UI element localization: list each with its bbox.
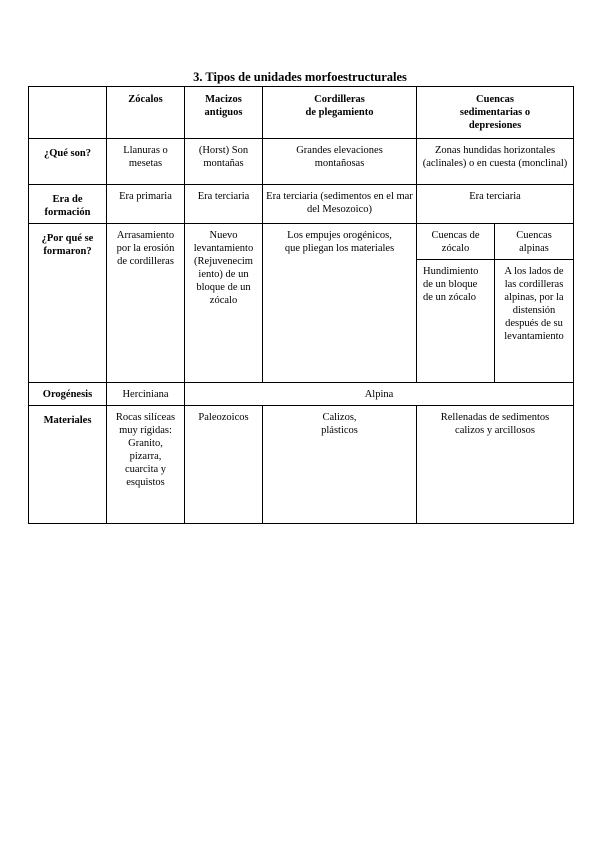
row-era bbox=[29, 185, 574, 224]
row-por-que-top bbox=[29, 224, 574, 260]
header-cuencas: Cuencas sedimentarias o depresiones bbox=[417, 87, 574, 139]
page-title: 3. Tipos de unidades morfoestructurales bbox=[193, 70, 407, 84]
cell-era-cordilleras: Era terciaria (sedimentos en el mar del Mesozoico) bbox=[263, 185, 417, 224]
cell-cuencas-zocalo: Hundimiento de un bloque de un zócalo bbox=[417, 260, 495, 383]
rowhead-por-que: ¿Por qué se formaron? bbox=[29, 224, 107, 383]
rowhead-materiales: Materiales bbox=[29, 406, 107, 524]
cell-materiales-zocalos: Rocas silíceas muy rígidas: Granito, pizarra, cuarcita y esquistos bbox=[107, 406, 185, 524]
cell-cuencas-zocalo-head: Cuencas de zócalo bbox=[417, 224, 495, 260]
cell-por-que-macizos: Nuevo levantamiento (Rejuvenecimiento) de un bloque de un zócalo bbox=[185, 224, 263, 383]
cell-materiales-cuencas: Rellenadas de sedimentos calizos y arcillosos bbox=[417, 406, 574, 524]
header-empty-cell bbox=[29, 87, 107, 139]
cell-materiales-cordilleras: Calizos, plásticos bbox=[263, 406, 417, 524]
row-que-son bbox=[29, 139, 574, 185]
rowhead-que-son: ¿Qué son? bbox=[29, 139, 107, 185]
cell-cuencas-alpinas: A los lados de las cordilleras alpinas, por la distensión después de su levantamiento bbox=[495, 260, 574, 383]
cell-era-macizos: Era terciaria bbox=[185, 185, 263, 224]
header-zocalos: Zócalos bbox=[107, 87, 185, 139]
row-orogenesis bbox=[29, 383, 574, 406]
rowhead-era: Era de formación bbox=[29, 185, 107, 224]
cell-que-son-cuencas: Zonas hundidas horizontales (aclinales) o en cuesta (monclinal) bbox=[417, 139, 574, 185]
rowhead-orogenesis: Orogénesis bbox=[29, 383, 107, 406]
header-cordilleras: Cordilleras de plegamiento bbox=[263, 87, 417, 139]
header-macizos: Macizos antiguos bbox=[185, 87, 263, 139]
cell-orogenesis-zocalos: Herciniana bbox=[107, 383, 185, 406]
cell-que-son-macizos: (Horst) Son montañas bbox=[185, 139, 263, 185]
table-header-row bbox=[29, 87, 574, 139]
cell-que-son-zocalos: Llanuras o mesetas bbox=[107, 139, 185, 185]
cell-que-son-cordilleras: Grandes elevaciones montañosas bbox=[263, 139, 417, 185]
cell-cuencas-alpinas-head: Cuencas alpinas bbox=[495, 224, 574, 260]
cell-por-que-cordilleras: Los empujes orogénicos, que pliegan los materiales bbox=[263, 224, 417, 383]
cell-era-zocalos: Era primaria bbox=[107, 185, 185, 224]
row-materiales bbox=[29, 406, 574, 524]
cell-orogenesis-resto: Alpina bbox=[185, 383, 574, 406]
cell-era-cuencas: Era terciaria bbox=[417, 185, 574, 224]
cell-por-que-zocalos: Arrasamiento por la erosión de cordilleras bbox=[107, 224, 185, 383]
cell-materiales-macizos: Paleozoicos bbox=[185, 406, 263, 524]
morphostructural-units-table bbox=[28, 86, 574, 524]
